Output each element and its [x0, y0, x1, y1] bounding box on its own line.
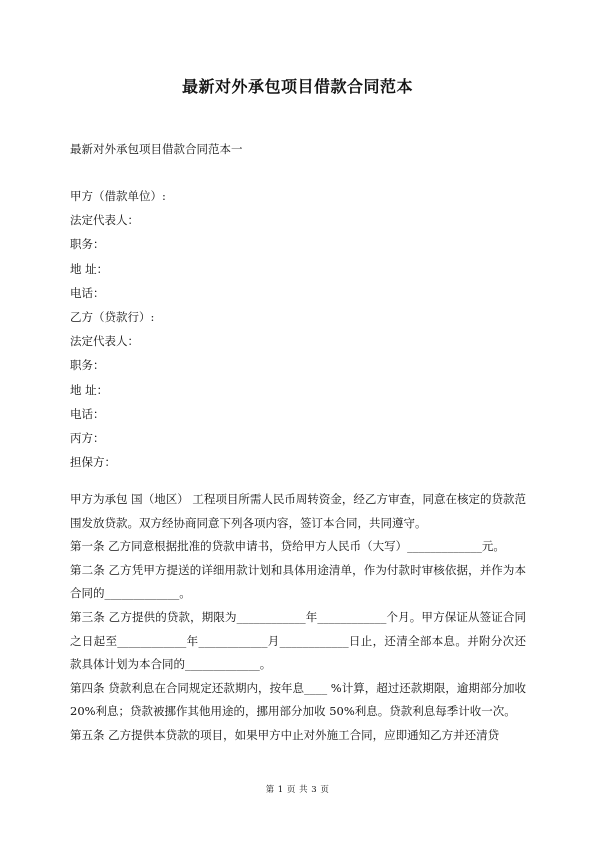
party-line-lender-phone: 电话： — [70, 406, 105, 421]
party-line-lender-representative: 法定代表人： — [70, 334, 139, 349]
page-number-footer: 第 1 页 共 3 页 — [265, 785, 330, 795]
party-line-guarantor: 担保方： — [70, 455, 116, 470]
party-line-lender: 乙方（贷款行）: — [70, 309, 155, 324]
party-line-borrower-phone: 电话： — [70, 285, 105, 300]
party-line-borrower-representative: 法定代表人： — [70, 213, 139, 228]
party-line-third-party: 丙方： — [70, 430, 105, 445]
party-line-lender-position: 职务： — [70, 358, 105, 373]
paragraph-article-2: 第二条 乙方凭甲方提送的详细用款计划和具体用途清单，作为付款时审核依据，并作为本合同的_____________。 — [70, 562, 526, 601]
party-info-block — [70, 184, 530, 474]
document-subtitle: 最新对外承包项目借款合同范本一 — [70, 142, 243, 156]
party-line-lender-address: 地 址： — [70, 382, 109, 397]
party-line-borrower-position: 职务： — [70, 237, 105, 252]
party-line-borrower-address: 地 址： — [70, 261, 109, 276]
paragraph-article-1: 第一条 乙方同意根据批准的贷款申请书，贷给甲方人民币（大写）_____________元。 — [70, 539, 505, 554]
contract-body — [70, 488, 526, 748]
paragraph-article-5: 第五条 乙方提供本贷款的项目，如果甲方中止对外施工合同，应即通知乙方并还清贷 — [70, 727, 500, 742]
document-title: 最新对外承包项目借款合同范本 — [181, 77, 413, 96]
party-line-borrower: 甲方（借款单位）: — [70, 189, 166, 203]
paragraph-intro: 甲方为承包 国（地区） 工程项目所需人民币周转资金，经乙方审查，同意在核定的贷款范围发放贷款。双方经协商同意下列各项内容，签订本合同，共同遵守。 — [70, 492, 526, 530]
paragraph-article-3: 第三条 乙方提供的贷款，期限为____________年____________个月。甲方保证从签证合同之日起至____________年____________月____________日止，还清全部本息。并附分次还款具体计划为本合同的_____________。 — [70, 609, 526, 672]
paragraph-article-4: 第四条 贷款利息在合同规定还款期内，按年息____ %计算，超过还款期限，逾期部分加收 20%利息；贷款被挪作其他用途的，挪用部分加收 50%利息。贷款利息每季计收一次。 — [70, 680, 526, 719]
